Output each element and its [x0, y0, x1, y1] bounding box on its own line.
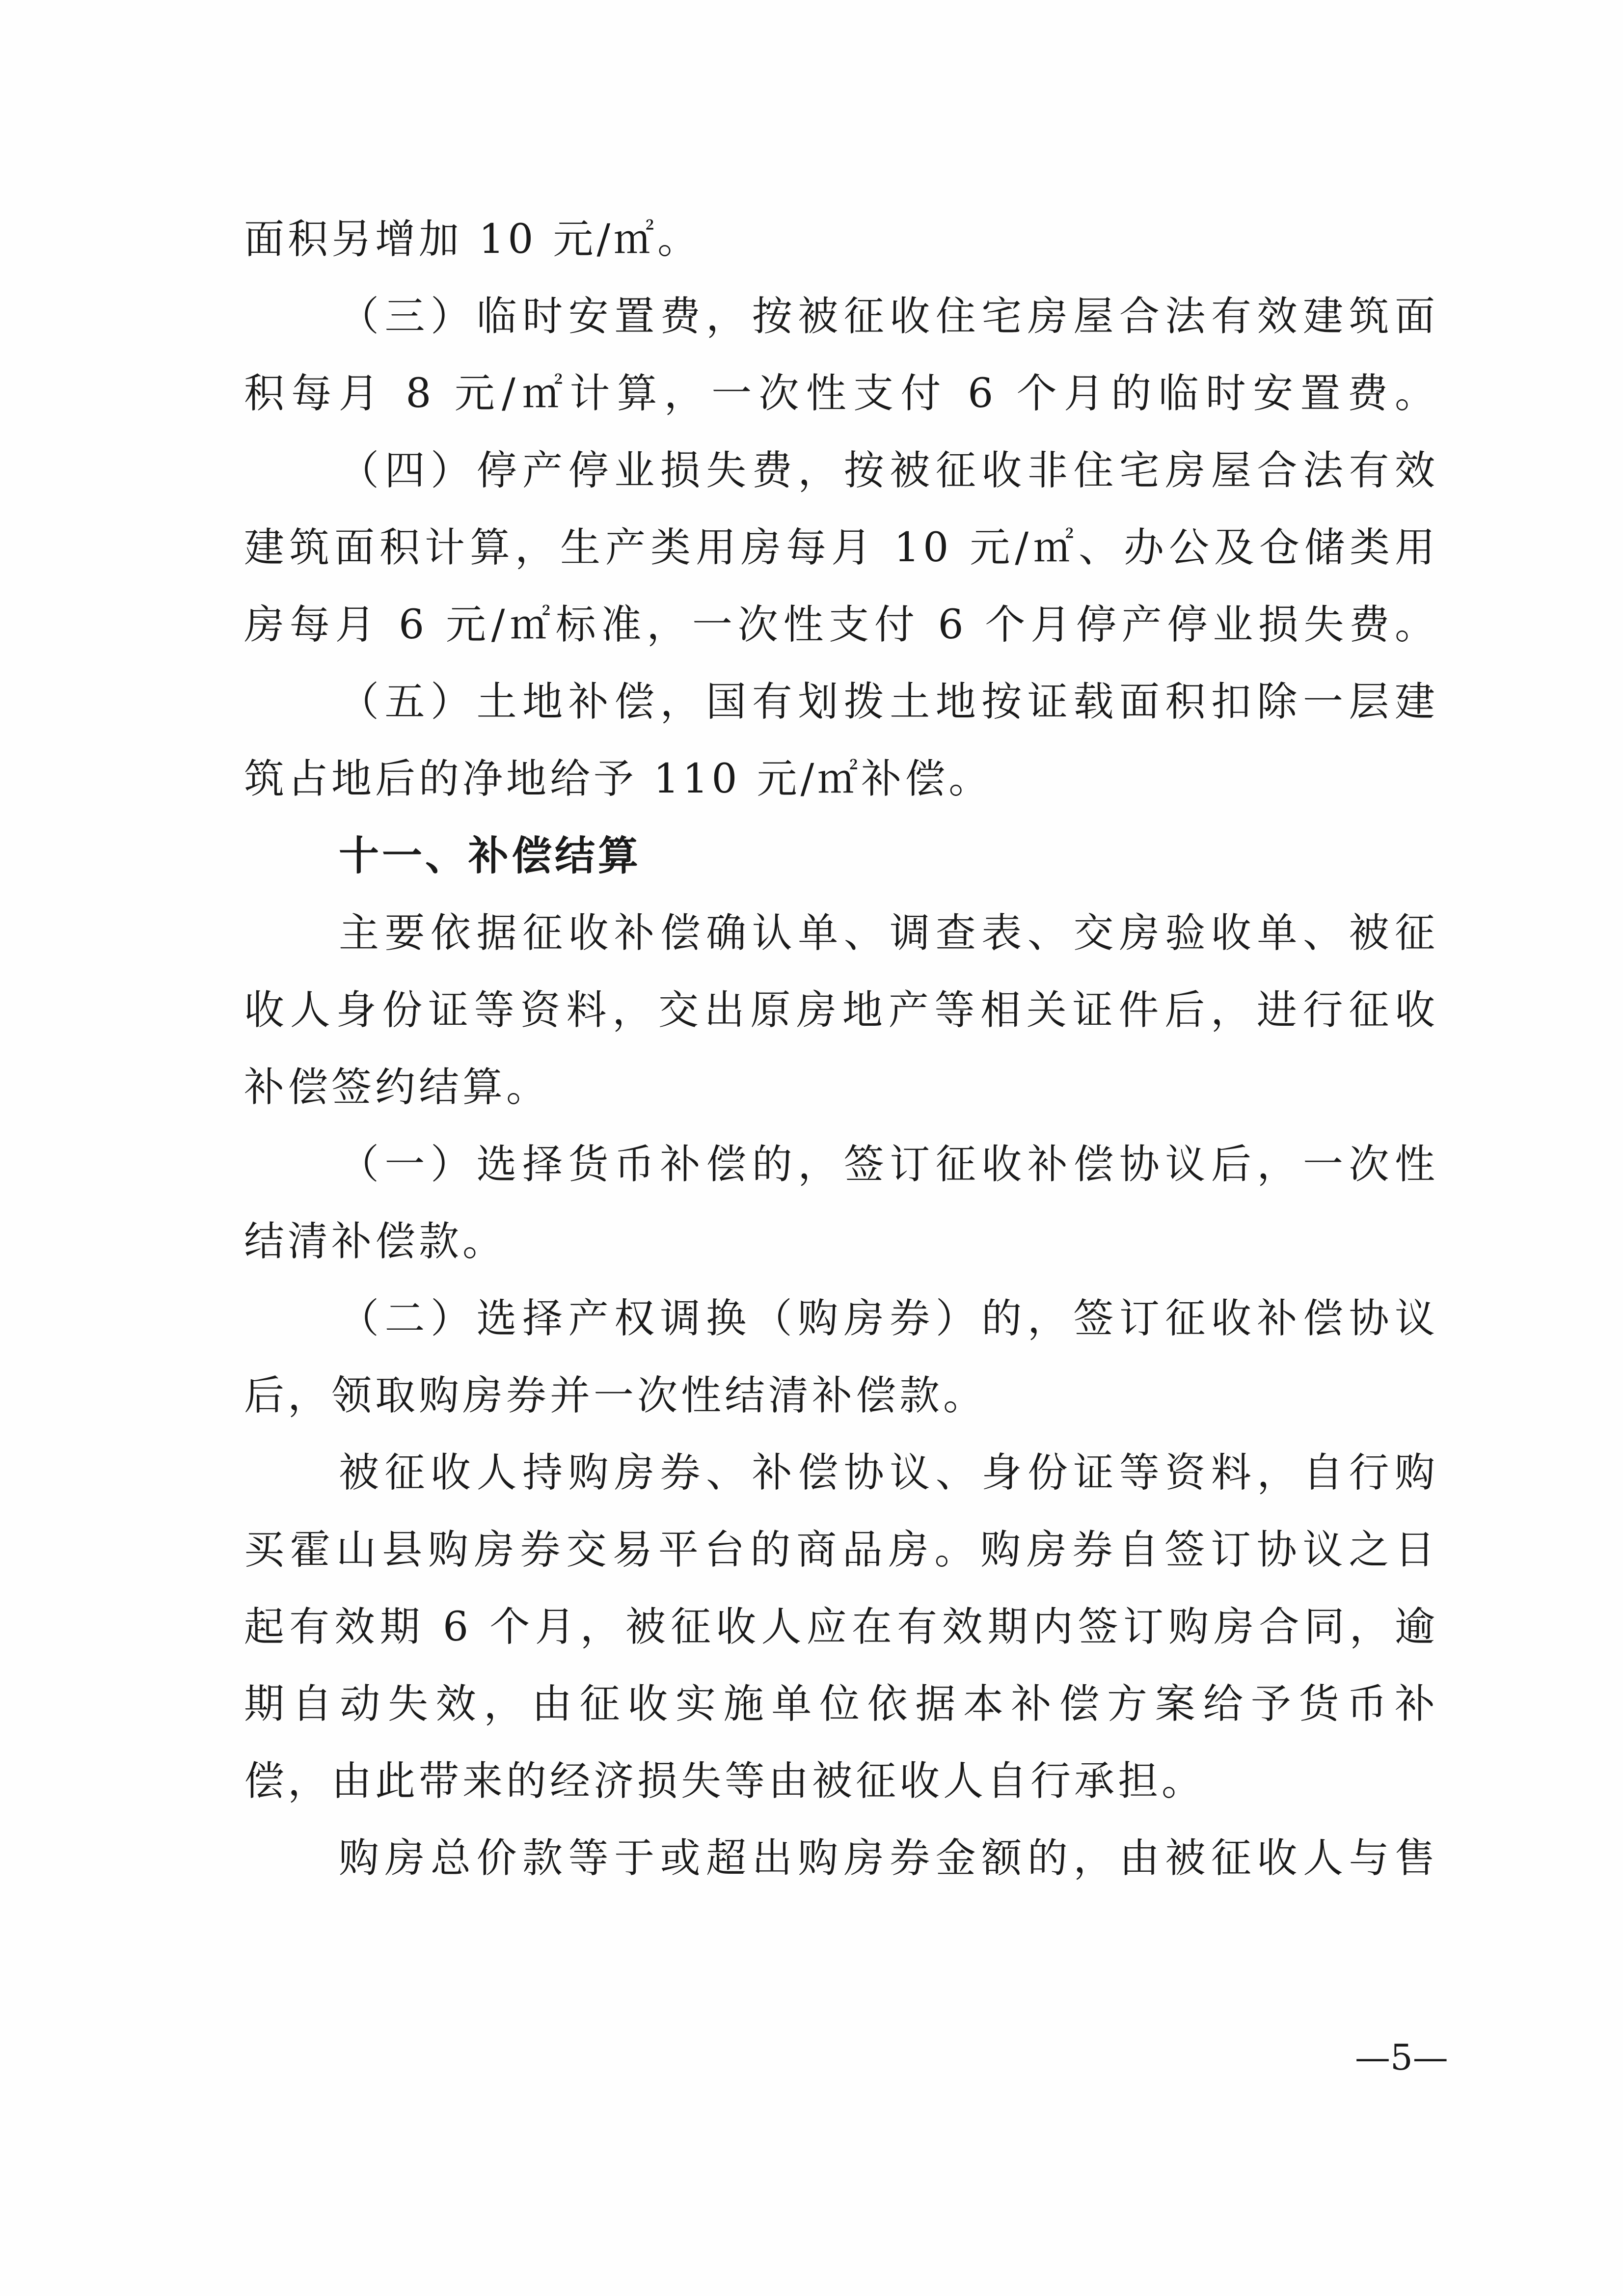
page-number: —5— — [1355, 2037, 1448, 2078]
text-line: 面积另增加 10 元/㎡。 — [244, 216, 702, 263]
text-line: 被征收人持购房券、补偿协议、身份证等资料，自行购 — [339, 1449, 1438, 1496]
text-line: 筑占地后的净地给予 110 元/㎡补偿。 — [244, 756, 993, 802]
text-line: 积每月 8 元/㎡计算，一次性支付 6 个月的临时安置费。 — [244, 370, 1438, 417]
text-line: 期自动失效，由征收实施单位依据本补偿方案给予货币补 — [244, 1681, 1438, 1727]
text-line: 买霍山县购房券交易平台的商品房。购房券自签订协议之日 — [244, 1527, 1438, 1573]
text-line: （二）选择产权调换（购房券）的，签订征收补偿协议 — [339, 1295, 1438, 1342]
text-line: 补偿签约结算。 — [244, 1064, 550, 1111]
text-line: 购房总价款等于或超出购房券金额的，由被征收人与售 — [339, 1835, 1438, 1882]
text-line: （四）停产停业损失费，按被征收非住宅房屋合法有效 — [339, 447, 1438, 494]
text-line: （五）土地补偿，国有划拨土地按证载面积扣除一层建 — [339, 679, 1438, 725]
text-line: 房每月 6 元/㎡标准，一次性支付 6 个月停产停业损失费。 — [244, 601, 1438, 648]
text-line: 结清补偿款。 — [244, 1218, 507, 1265]
section-heading: 十一、补偿结算 — [339, 833, 642, 879]
text-line: 收人身份证等资料，交出原房地产等相关证件后，进行征收 — [244, 987, 1438, 1034]
text-line: 起有效期 6 个月，被征收人应在有效期内签订购房合同，逾 — [244, 1604, 1438, 1650]
text-line: 主要依据征收补偿确认单、调查表、交房验收单、被征 — [339, 910, 1438, 957]
text-line: （三）临时安置费，按被征收住宅房屋合法有效建筑面 — [339, 293, 1438, 340]
text-line: （一）选择货币补偿的，签订征收补偿协议后，一次性 — [339, 1141, 1438, 1188]
text-line: 后，领取购房券并一次性结清补偿款。 — [244, 1372, 987, 1419]
text-line: 偿，由此带来的经济损失等由被征收人自行承担。 — [244, 1758, 1206, 1804]
text-line: 建筑面积计算，生产类用房每月 10 元/㎡、办公及仓储类用 — [244, 524, 1438, 571]
